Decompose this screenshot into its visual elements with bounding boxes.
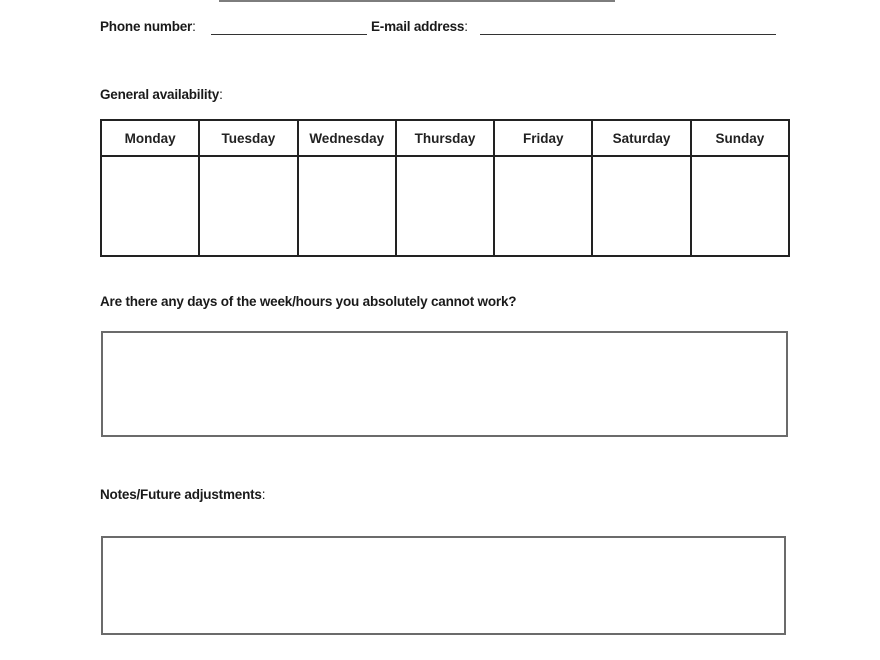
availability-cell-thursday[interactable] xyxy=(396,156,494,256)
day-header-friday: Friday xyxy=(494,120,592,156)
availability-heading xyxy=(100,87,223,102)
notes-heading xyxy=(100,487,265,502)
day-header-thursday: Thursday xyxy=(396,120,494,156)
availability-entry-row xyxy=(101,156,789,256)
availability-cell-friday[interactable] xyxy=(494,156,592,256)
day-header-tuesday: Tuesday xyxy=(199,120,297,156)
email-field[interactable] xyxy=(480,34,776,35)
phone-label xyxy=(100,19,196,34)
colon: : xyxy=(192,19,196,34)
phone-label-text: Phone number xyxy=(100,19,193,34)
day-header-saturday: Saturday xyxy=(592,120,690,156)
email-label xyxy=(371,19,468,34)
phone-field[interactable] xyxy=(211,34,367,35)
day-header-sunday: Sunday xyxy=(691,120,789,156)
availability-cell-monday[interactable] xyxy=(101,156,199,256)
colon: : xyxy=(219,87,223,102)
availability-heading-text: General availability xyxy=(100,87,220,102)
day-header-monday: Monday xyxy=(101,120,199,156)
notes-heading-text: Notes/Future adjustments xyxy=(100,487,262,502)
availability-cell-saturday[interactable] xyxy=(592,156,690,256)
email-label-text: E-mail address xyxy=(371,19,465,34)
previous-field-underline[interactable] xyxy=(219,0,615,2)
availability-cell-sunday[interactable] xyxy=(691,156,789,256)
day-header-wednesday: Wednesday xyxy=(298,120,396,156)
cannot-work-answer-box[interactable] xyxy=(101,331,788,437)
availability-header-row xyxy=(101,120,789,156)
notes-answer-box[interactable] xyxy=(101,536,786,635)
colon: : xyxy=(261,487,266,502)
colon: : xyxy=(464,19,468,34)
availability-cell-tuesday[interactable] xyxy=(199,156,297,256)
availability-cell-wednesday[interactable] xyxy=(298,156,396,256)
cannot-work-question: Are there any days of the week/hours you absolutely cannot work? xyxy=(100,294,517,309)
availability-table xyxy=(100,119,790,257)
